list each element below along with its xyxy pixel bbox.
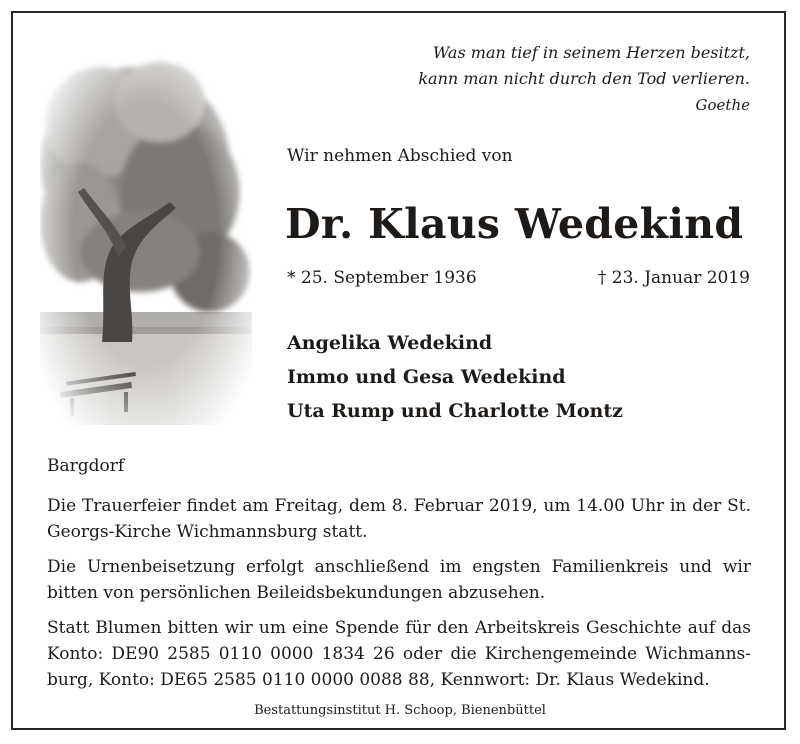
intro-text: Wir nehmen Abschied von xyxy=(287,146,513,166)
death-date: † 23. Januar 2019 xyxy=(597,268,750,288)
funeral-home: Bestattungsinstitut H. Schoop, Bienenbüttel xyxy=(254,703,546,718)
urn-burial-paragraph: Die Urnenbeisetzung erfolgt anschließend im engsten Familienkreis und wir bitten von persönlichen Beileidsbekundungen abzusehen. xyxy=(47,557,751,603)
mourner-name: Immo und Gesa Wedekind xyxy=(287,366,566,388)
mourner-name: Uta Rump und Charlotte Montz xyxy=(287,400,623,422)
quote-line-2: kann man nicht durch den Tod verlieren. xyxy=(418,69,750,88)
quote-line-1: Was man tief in seinem Herzen besitzt, xyxy=(432,43,750,62)
mourners-list xyxy=(287,326,623,428)
place-name: Bargdorf xyxy=(47,456,125,476)
mourner-name: Angelika Wedekind xyxy=(287,332,493,354)
deceased-name: Dr. Klaus Wedekind xyxy=(285,200,744,248)
goethe-quote xyxy=(418,40,750,118)
birth-date: * 25. September 1936 xyxy=(287,268,477,288)
tree-photo xyxy=(40,42,252,425)
donation-paragraph: Statt Blumen bitten wir um eine Spende für den Arbeitskreis Geschichte auf das Konto: DE90 2585 0110 0000 1834 26 oder die Kirchengemeinde Wichmannsburg, Konto: DE65 2585 0110 0000 0088 88, Kennwort: Dr. Klaus Wedekind. xyxy=(47,618,751,690)
funeral-service-paragraph: Die Trauerfeier findet am Freitag, dem 8. Februar 2019, um 14.00 Uhr in der St. Georgs-Kirche Wichmannsburg statt. xyxy=(47,496,751,542)
quote-author: Goethe xyxy=(695,96,750,114)
